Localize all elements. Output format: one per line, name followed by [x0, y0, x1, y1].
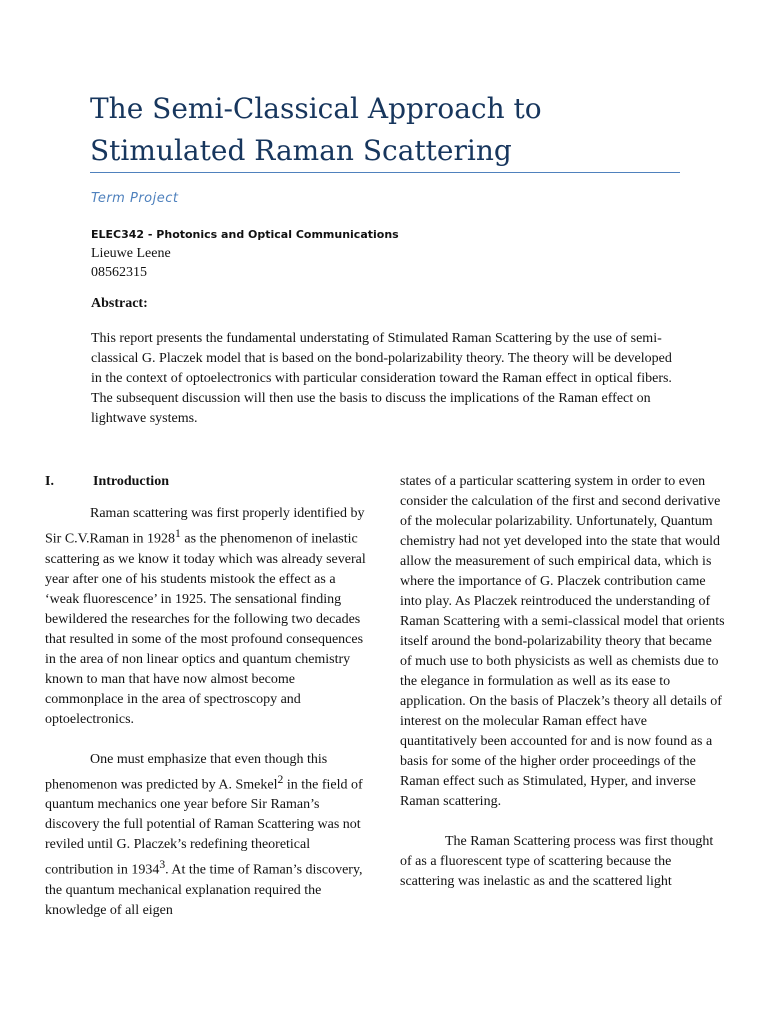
section-number: I.	[45, 474, 54, 489]
left-column	[45, 472, 370, 941]
author-block	[91, 225, 399, 282]
footnote-ref-1: 1	[175, 527, 181, 540]
student-id: 08562315	[91, 265, 147, 280]
abstract-heading: Abstract:	[91, 296, 148, 311]
document-title	[90, 88, 690, 172]
footnote-ref-2: 2	[277, 772, 284, 786]
intro-paragraph-3: The Raman Scattering process was first thought of as a fluorescent type of scattering because the scattering was inelastic as and the scattered light	[400, 834, 714, 889]
title-line-2: Stimulated Raman Scattering	[90, 134, 512, 167]
footnote-ref-3: 3	[159, 858, 166, 872]
course-name: ELEC342 - Photonics and Optical Communications	[91, 228, 399, 241]
section-heading	[45, 472, 370, 492]
intro-paragraph-1: Raman scattering was first properly identified by Sir C.V.Raman in 1928$^1$ as the phenomenon of inelastic scattering as we know it today which was already several year after one of his students mistook the effect as a ‘weak fluorescence’ in 1925. The sensational finding bewildered the researches for the following two decades that resulted in some of the most profound consequences in the area of non linear optics and quantum chemistry known to man that have now almost become commonplace in the area of spectroscopy and optoelectronics.	[45, 506, 366, 727]
intro-paragraph-2: One must emphasize that even though this phenomenon was predicted by A. Smekel$^2$ in the field of quantum mechanics one year before Sir Raman’s discovery the full potential of Raman Scattering was not reviled until G. Placzek’s redefining theoretical contribution in 1934$^3$. At the time of Raman’s discovery, the quantum mechanical explanation required the knowledge of all eigen	[45, 751, 363, 918]
intro-paragraph-2-continued: states of a particular scattering system in order to even consider the calculation of the first and second derivative of the molecular polarizability. Unfortunately, Quantum chemistry had not yet developed into the state that would allow the measurement of such empirical data, which is where the importance of G. Placzek contribution came into play. As Placzek reintroduced the understanding of Raman Scattering with a semi-classical model that orients itself around the bond-polarizability theory that became of much use to both physicists as well as chemists due to the elegance in formulation as well as its ease to application. On the basis of Placzek’s theory all details of interest on the molecular Raman effect have quantitatively been accounted for and is now found as a basis for some of the higher order proceedings of the Raman effect such as Stimulated, Hyper, and inverse Raman scattering.	[400, 474, 725, 809]
title-line-1: The Semi-Classical Approach to	[90, 92, 542, 125]
section-title: Introduction	[93, 474, 169, 489]
title-divider	[90, 172, 680, 173]
author-name: Lieuwe Leene	[91, 246, 171, 261]
abstract-text: This report presents the fundamental understating of Stimulated Raman Scattering by the use of semi-classical G. Placzek model that is based on the bond-polarizability theory. The theory will be developed in the context of optoelectronics with particular consideration toward the Raman effect in optical fibers. The subsequent discussion will then use the basis to discuss the implications of the Raman effect on lightwave systems.	[91, 331, 672, 426]
right-column	[400, 472, 726, 912]
subtitle: Term Project	[91, 191, 179, 206]
